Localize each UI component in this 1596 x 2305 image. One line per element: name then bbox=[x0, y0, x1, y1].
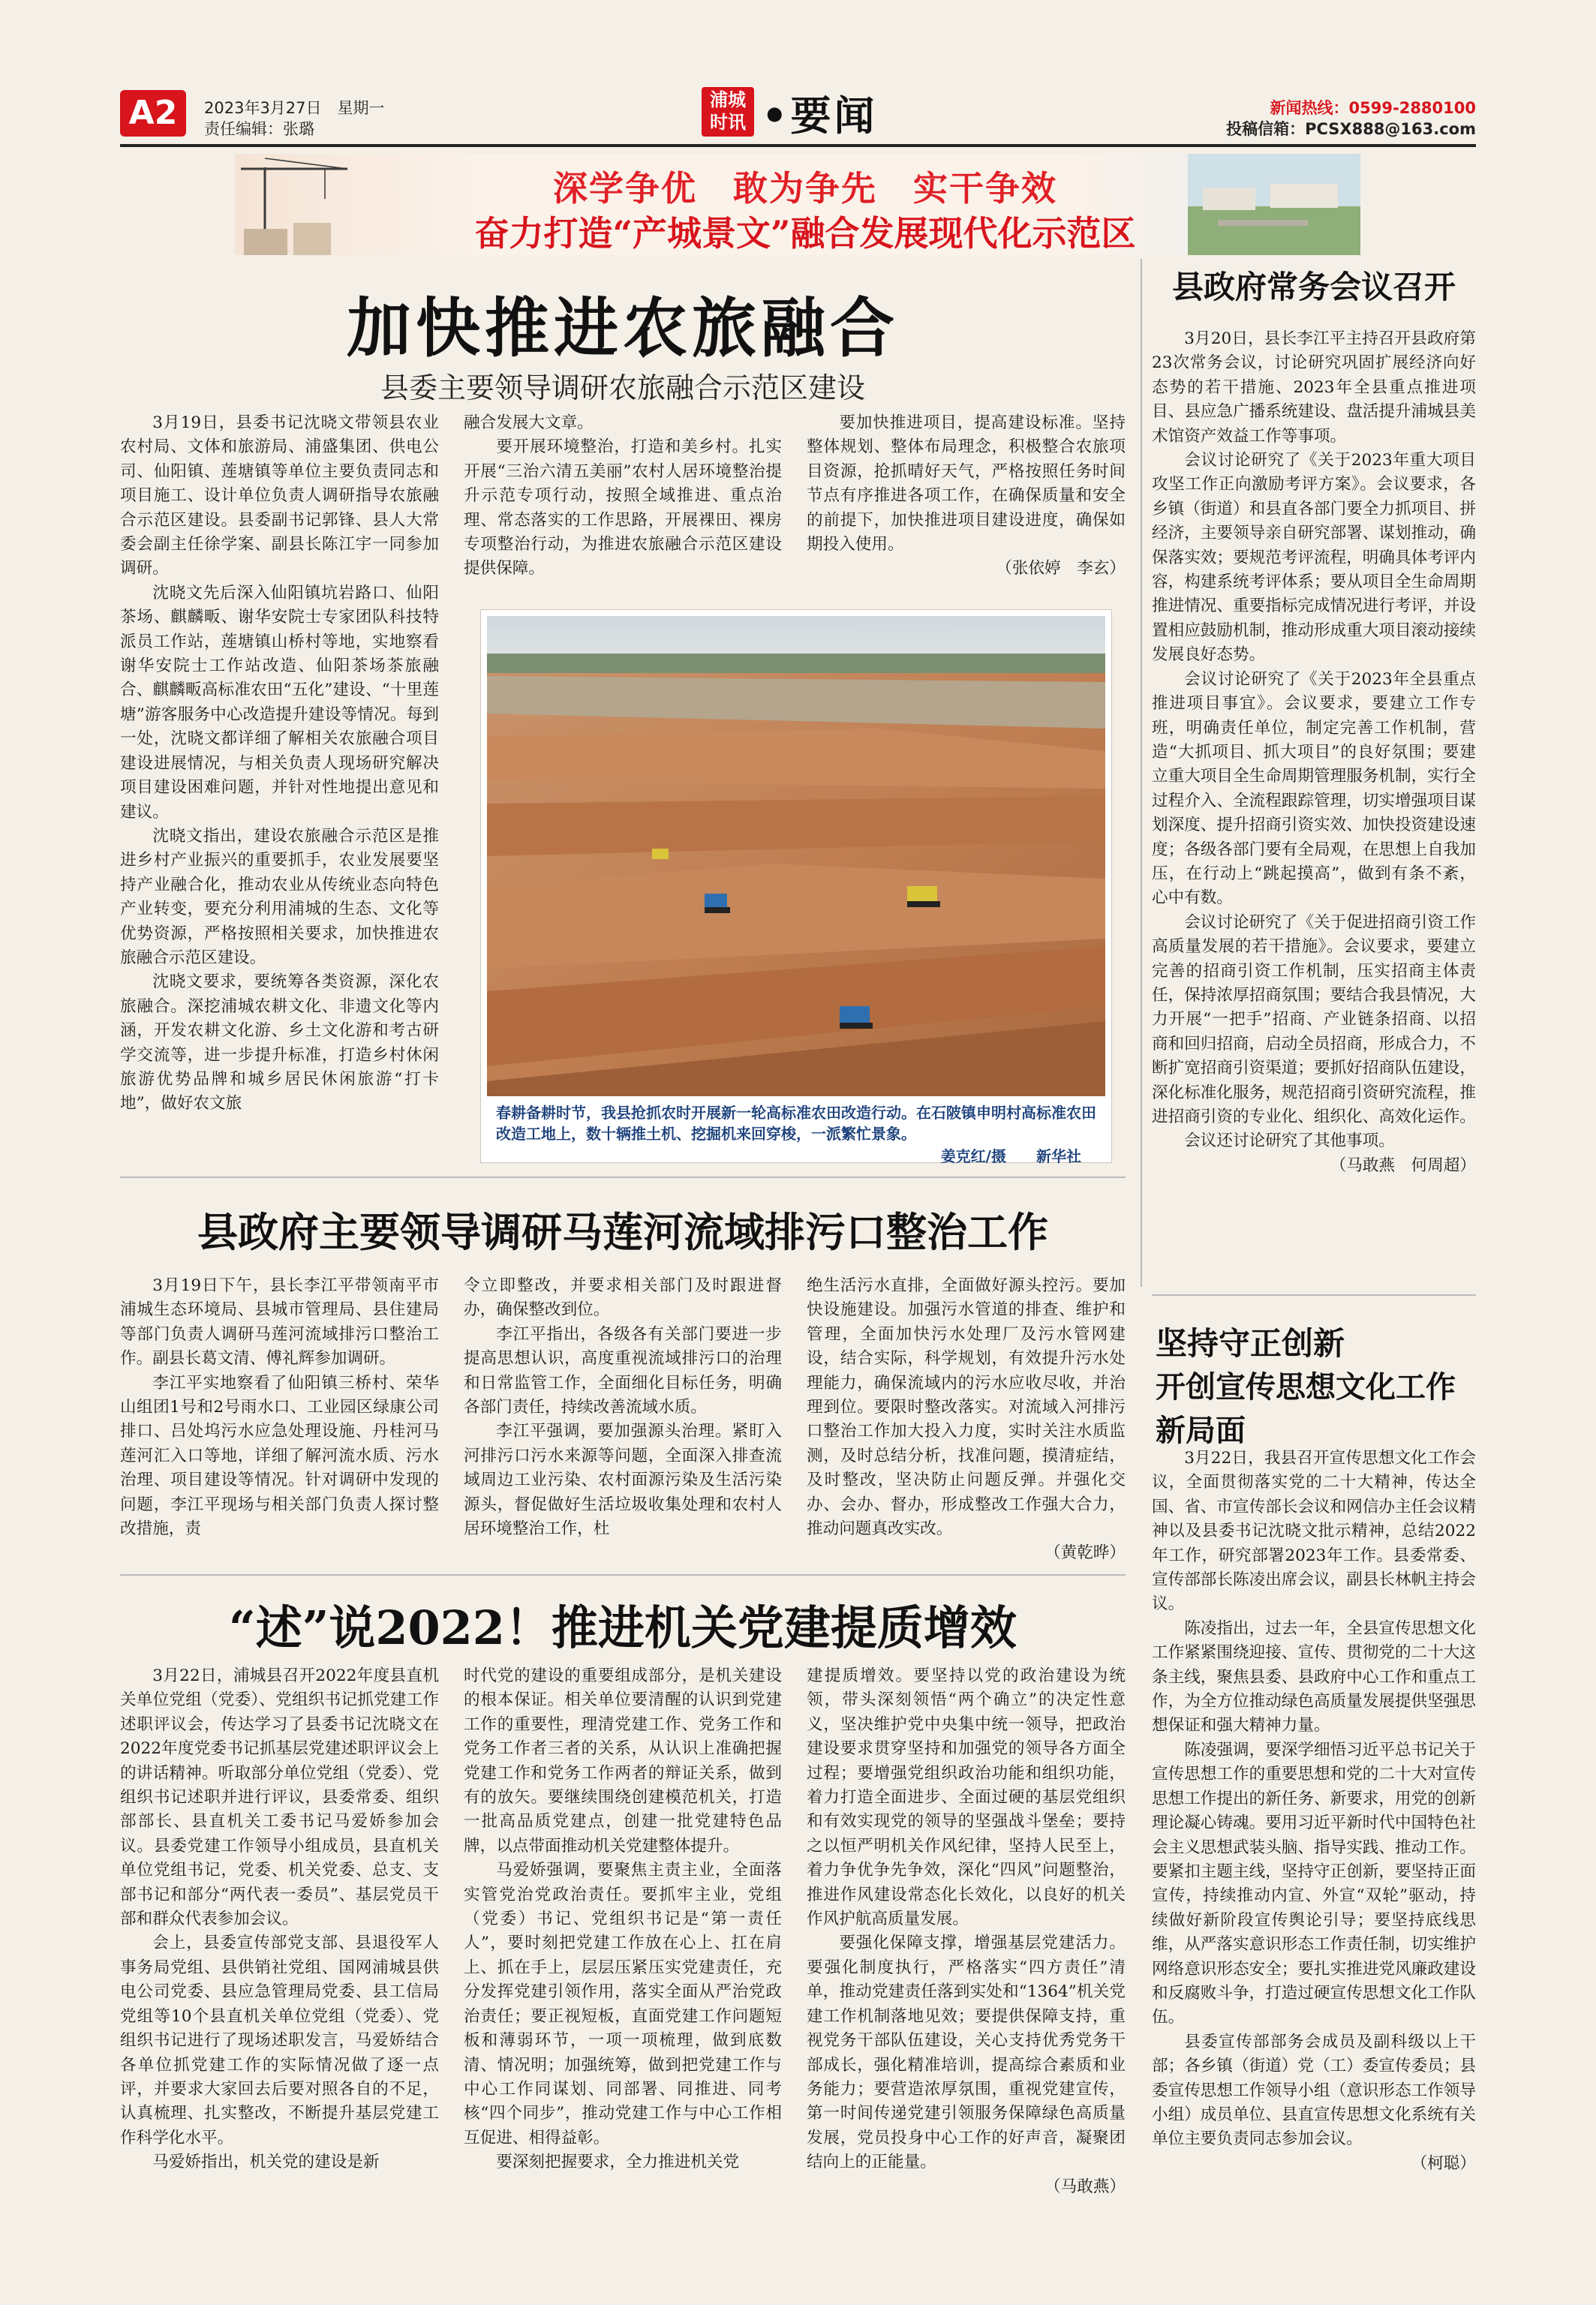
section-divider bbox=[120, 1177, 1126, 1178]
article-paragraph: 要加快推进项目，提高建设标准。坚持整体规划、整体布局理念，积极整合农旅项目资源，抢抓晴好天气，严格按照任务时间节点有序推进各项工作，在确保质量和安全的前提下，加快推进项目建设进度，确保如期投入使用。 bbox=[807, 413, 1126, 554]
article-paragraph: 会议讨论研究了《关于促进招商引资工作高质量发展的若干措施》。会议要求，要建立完善的招商引资工作机制，压实招商主体责任，保持浓厚招商氛围；要结合我县情况，大力开展“一把手”招商、产业链条招商、以招商和回归招商，启动全员招商，形成合力，不断扩宽招商引资渠道；要抓好招商队伍建设，深化标准化服务，规范招商引资研究流程，推进招商引资的专业化、组织化、高效化运作。 bbox=[1152, 912, 1476, 1126]
article-paragraph: 会议还讨论研究了其他事项。 bbox=[1184, 1131, 1395, 1151]
page-number-badge: A2 bbox=[120, 90, 186, 137]
article-paragraph: 马爱娇强调，要聚焦主责主业，全面落实管党治党政治责任。要抓牢主业，党组（党委）书记、党组织书记是“第一责任人”，要时刻把党建工作放在心上、扛在肩上、抓在手上，层层压紧压实党建责任，充分发挥党建引领作用，落实全面从严治党政治责任；要正视短板，直面党建工作问题短板和薄弱环节，一项一项梳理，做到底数清、情况明；加强统筹，做到把党建工作与中心工作同谋划、同部署、同推进、同考核“四个同步”，推动党建工作与中心工作相互促进、相得益彰。 bbox=[464, 1861, 782, 2147]
section-name: •要闻 bbox=[762, 92, 878, 140]
issue-date: 2023年3月27日 星期一 bbox=[204, 99, 385, 117]
article-paragraph: 建提质增效。要坚持以党的政治建设为统领，带头深刻领悟“两个确立”的决定性意义，坚决维护党中央集中统一领导，把政治建设要求贯穿坚持和加强党的领导各方面全过程；要增强党组织政治功能和组织功能，着力打造全面进步、全面过硬的基层党组织和有效实现党的领导的坚强战斗堡垒；要持之以恒严明机关作风纪律，坚持人民至上，着力争优争先争效，深化“四风”问题整治，推进作风建设常态化长效化，以良好的机关作风护航高质量发展。 bbox=[807, 1666, 1126, 1929]
photo-caption: 春耕备耕时节，我县抢抓农时开展新一轮高标准农田改造行动。在石陂镇申明村高标准农田改造工地上，数十辆推土机、挖掘机来回穿梭，一派繁忙景象。 bbox=[496, 1104, 1096, 1143]
article-paragraph: 3月19日，县委书记沈晓文带领县农业农村局、文体和旅游局、浦盛集团、供电公司、仙阳镇、莲塘镇等单位主要负责同志和项目施工、设计单位负责人调研指导农旅融合示范区建设。县委副书记郭锋、县人大常委会副主任徐学案、副县长陈江宇一同参加调研。 bbox=[120, 413, 439, 579]
article-column bbox=[807, 411, 1126, 597]
article-byline: （黄乾晔） bbox=[1044, 1543, 1126, 1563]
banner-slogan-top: 深学争优 敢为争先 实干争效 bbox=[553, 168, 1057, 209]
article-paragraph: 时代党的建设的重要组成部分，是机关建设的根本保证。相关单位要清醒的认识到党建工作的重要性，理清党建工作、党务工作和党务工作者三者的关系，从认识上准确把握党建工作和党务工作两者的辩证关系，做到有的放矢。要继续围绕创建模范机关，打造一批高品质党建点，创建一批党建特色品牌，以点带面推动机关党建整体提升。 bbox=[464, 1666, 782, 1856]
article-paragraph: 李江平强调，要加强源头治理。紧盯入河排污口污水来源等问题，全面深入排查流域周边工业污染、农村面源污染及生活污染源头，督促做好生活垃圾收集处理和农村人居环境整治工作，杜 bbox=[464, 1422, 782, 1539]
news-hotline: 新闻热线：0599-2880100 bbox=[1270, 99, 1476, 117]
logo-line-1: 浦城 bbox=[710, 89, 746, 110]
article-paragraph: 绝生活污水直排，全面做好源头控污。要加快设施建设。加强污水管道的排查、维护和管理，全面加快污水处理厂及污水管网建设，结合实际，科学规划，有效提升污水处理能力，确保流域内的污水应收尽收，并治理到位。要限时整改落实。对流域入河排污口整治工作加大投入力度，实时关注水质监测，及时总结分析，找准问题，摸清症结，及时整改，坚决防止问题反弹。并强化交办、会办、督办，形成整改工作强大合力，推动问题真改实改。 bbox=[807, 1276, 1126, 1539]
crane-illustration bbox=[235, 154, 355, 255]
article-paragraph: 3月22日，浦城县召开2022年度县直机关单位党组（党委）、党组织书记抓党建工作述职评议会，传达学习了县委书记沈晓文在2022年度党委书记抓基层党建述职评议会上的讲话精神。听取部分单位党组（党委）、党组织书记述职并进行评议，县委常委、组织部部长、县直机关工委书记马爱娇参加会议。县委党建工作领导小组成员，县直机关单位党组书记，党委、机关党委、总支、支部书记和部分“两代表一委员”、基层党员干部和群众代表参加会议。 bbox=[120, 1666, 439, 1929]
article-column bbox=[464, 1274, 782, 1567]
article-paragraph: 马爱娇指出，机关党的建设是新 bbox=[152, 2153, 380, 2172]
article-column bbox=[120, 411, 439, 1162]
article-paragraph: 沈晓文先后深入仙阳镇坑岩路口、仙阳茶场、麒麟畈、谢华安院士专家团队科技特派员工作站，莲塘镇山桥村等地，实地察看谢华安院士工作站改造、仙阳茶场茶旅融合、麒麟畈高标准农田“五化”建设、“十里莲塘”游客服务中心改造提升建设等情况。每到一处，沈晓文都详细了解相关农旅融合项目建设进展情况，与相关负责人现场研究解决项目建设困难问题，并针对性地提出意见和建议。 bbox=[120, 583, 439, 822]
article-column bbox=[120, 1274, 439, 1567]
article-paragraph: 要强化保障支撑，增强基层党建活力。要强化制度执行，严格落实“四方责任”清单，推动党建责任落到实处和“1364”机关党建工作机制落地见效；要提供保障支持，重视党务干部队伍建设，关心支持优秀党务干部成长，强化精准培训，提高综合素质和业务能力；要营造浓厚氛围，重视党建宣传，第一时间传递党建引领服务保障绿色高质量发展，党员投身中心工作的好声音，凝聚团结向上的正能量。 bbox=[807, 1934, 1126, 2172]
article-paragraph: 县委宣传部部务会成员及副科级以上干部；各乡镇（街道）党（工）委宣传委员；县委宣传思想工作领导小组（意识形态工作领导小组）成员单位、县直宣传思想文化系统有关单位主要负责同志参加会议。 bbox=[1152, 2032, 1476, 2149]
article-title-line-1: 坚持守正创新 bbox=[1156, 1325, 1345, 1362]
article-paragraph: 要开展环境整治，打造和美乡村。扎实开展“三治六清五美丽”农村人居环境整治提升示范专项行动，按照全域推进、重点治理、常态落实的工作思路，开展裸田、裸房专项整治行动，为推进农旅融合示范区建设提供保障。 bbox=[464, 437, 782, 579]
article-title: 县政府常务会议召开 bbox=[1171, 269, 1456, 305]
section-divider bbox=[120, 1574, 1126, 1576]
article-subtitle: 县委主要领导调研农旅融合示范区建设 bbox=[380, 371, 865, 404]
article-byline: （马敢燕 何周超） bbox=[1330, 1156, 1476, 1175]
article-paragraph: 令立即整改，并要求相关部门及时跟进督办，确保整改到位。 bbox=[464, 1276, 782, 1320]
article-column bbox=[120, 1664, 439, 2264]
article-title-line-2: 开创宣传思想文化工作新局面 bbox=[1156, 1369, 1456, 1448]
cityscape-illustration bbox=[1188, 154, 1360, 255]
article-title: “述”说2022！推进机关党建提质增效 bbox=[229, 1600, 1017, 1655]
article-column bbox=[1152, 1447, 1476, 2272]
article-paragraph: 融合发展大文章。 bbox=[464, 413, 594, 432]
farmland-photo bbox=[487, 616, 1105, 1096]
article-title: 县政府主要领导调研马莲河流域排污口整治工作 bbox=[197, 1208, 1048, 1256]
article-paragraph: 沈晓文要求，要统筹各类资源，深化农旅融合。深挖浦城农耕文化、非遗文化等内涵，开发农耕文化游、乡土文化游和考古研学交流等，进一步提升标准，打造乡村休闲旅游优势品牌和城乡居民休闲旅游“打卡地”，做好农文旅 bbox=[120, 972, 439, 1113]
slogan-banner bbox=[235, 154, 1360, 255]
article-paragraph: 3月19日下午，县长李江平带领南平市浦城生态环境局、县城市管理局、县住建局等部门负责人调研马莲河流域排污口整治工作。副县长葛文清、傅礼辉参加调研。 bbox=[120, 1276, 439, 1369]
article-title bbox=[1156, 1322, 1478, 1453]
article-paragraph: 会上，县委宣传部党支部、县退役军人事务局党组、县供销社党组、国网浦城县供电公司党委、县应急管理局党委、县工信局党组等10个县直机关单位党组（党委）、党组织书记进行了现场述职发言，马爱娇结合各单位抓党建工作的实际情况做了逐一点评，并要求大家回去后要对照各自的不足，认真梳理、扎实整改，不断提升基层党建工作科学化水平。 bbox=[120, 1934, 439, 2147]
page-header bbox=[120, 84, 1476, 144]
newspaper-logo bbox=[702, 87, 754, 137]
article-column bbox=[807, 1274, 1126, 1567]
article-column bbox=[807, 1664, 1126, 2264]
article-paragraph: 会议讨论研究了《关于2023年全县重点推进项目事宜》。会议要求，要建立工作专班，明确责任单位，制定完善工作机制，营造“大抓项目、抓大项目”的良好氛围；要建立重大项目全生命周期管理服务机制，实行全过程介入、全流程跟踪管理，切实增强项目谋划深度、提升招商引资实效、加快投资建设速度；各级各部门要有全局观，在思想上自我加压，在行动上“跳起摸高”，做到有条不紊，心中有数。 bbox=[1152, 669, 1476, 908]
logo-line-2: 时讯 bbox=[710, 111, 746, 133]
article-byline: （柯聪） bbox=[1411, 2153, 1476, 2173]
contribution-mailbox: 投稿信箱：PCSX888@163.com bbox=[1226, 120, 1476, 138]
news-photo bbox=[480, 609, 1112, 1163]
article-paragraph: 会议讨论研究了《关于2023年重大项目攻坚工作正向激励考评方案》。会议要求，各乡镇（街道）和县直各部门要全力抓项目、拼经济，主要领导亲自研究部署、谋划推动，确保落实效；要规范考评流程，明确具体考评内容，构建系统考评体系；要从项目全生命周期推进情况、重要指标完成情况进行考评，并设置相应鼓励机制，推动形成重大项目滚动接续发展良好态势。 bbox=[1152, 451, 1476, 665]
article-column bbox=[464, 411, 782, 597]
editor-line: 责任编辑：张璐 bbox=[204, 120, 314, 138]
article-paragraph: 李江平实地察看了仙阳镇三桥村、荣华山组团1号和2号雨水口、工业园区绿康公司排口、吕处坞污水应急处理设施、丹桂河马莲河汇入口等地，详细了解河流水质、污水治理、项目建设等情况。针对调研中发现的问题，李江平现场与相关部门负责人探讨整改措施，责 bbox=[120, 1373, 439, 1539]
banner-slogan-bottom: 奋力打造“产城景文”融合发展现代化示范区 bbox=[474, 213, 1136, 254]
article-byline: （马敢燕） bbox=[1044, 2177, 1126, 2196]
section-divider bbox=[1152, 1294, 1476, 1296]
article-paragraph: 沈晓文指出，建设农旅融合示范区是推进乡村产业振兴的重要抓手，农业发展要坚持产业融合化，推动农业从传统业态向特色产业转变，要充分利用浦城的生态、文化等优势资源，严格按照相关要求，加快推进农旅融合示范区建设。 bbox=[120, 826, 439, 967]
article-paragraph: 3月22日，我县召开宣传思想文化工作会议，全面贯彻落实党的二十大精神，传达全国、省、市宣传部长会议和网信办主任会议精神以及县委书记沈晓文批示精神，总结2022年工作，研究部署2023年工作。县委常委、宣传部部长陈凌出席会议，副县长林帆主持会议。 bbox=[1152, 1449, 1476, 1614]
article-paragraph: 陈凌指出，过去一年，全县宣传思想文化工作紧紧围绕迎接、宣传、贯彻党的二十大这条主线，聚焦县委、县政府中心工作和重点工作，为全方位推动绿色高质量发展提供坚强思想保证和强大精神力量。 bbox=[1152, 1618, 1476, 1736]
header-rule bbox=[120, 144, 1476, 147]
photo-credit: 姜克红/摄 新华社 bbox=[940, 1147, 1081, 1165]
article-paragraph: 李江平指出，各级各有关部门要进一步提高思想认识，高度重视流域排污口的治理和日常监管工作，全面细化目标任务，明确各部门责任，持续改善流域水质。 bbox=[464, 1324, 782, 1417]
article-column bbox=[1152, 327, 1476, 1310]
article-byline: （张依婷 李玄） bbox=[996, 559, 1126, 579]
article-paragraph: 3月20日，县长李江平主持召开县政府第23次常务会议，讨论研究巩固扩展经济向好态势的若干措施、2023年全县重点推进项目、县应急广播系统建设、盘活提升浦城县美术馆资产效益工作等事项。 bbox=[1152, 329, 1476, 446]
article-paragraph: 陈凌强调，要深学细悟习近平总书记关于宣传思想工作的重要思想和党的二十大对宣传思想工作提出的新任务、新要求，用党的创新理论凝心铸魂。要用习近平新时代中国特色社会主义思想武装头脑、指导实践、推动工作。要紧扣主题主线，坚持守正创新，要坚持正面宣传，持续推动内宣、外宣“双轮”驱动，持续做好新阶段宣传舆论引导；要坚持底线思维，从严落实意识形态工作责任制，切实维护网络意识形态安全；要扎实推进党风廉政建设和反腐败斗争，打造过硬宣传思想文化工作队伍。 bbox=[1152, 1740, 1476, 2027]
article-title: 加快推进农旅融合 bbox=[347, 290, 899, 366]
article-column bbox=[464, 1664, 782, 2264]
article-paragraph: 要深刻把握要求，全力推进机关党 bbox=[496, 2153, 740, 2172]
column-divider bbox=[1141, 259, 1142, 1287]
